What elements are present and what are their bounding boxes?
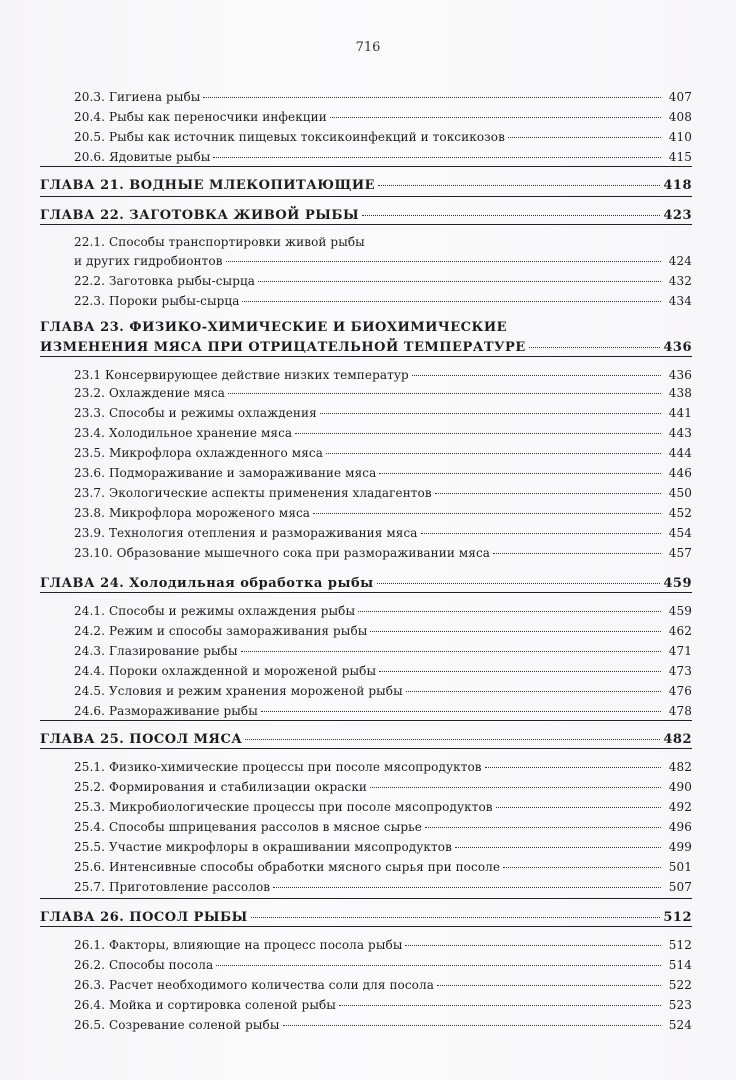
dot-leader bbox=[493, 541, 661, 554]
toc-entry-title: 25.7. Приготовление рассолов bbox=[74, 880, 271, 894]
page-number: 716 bbox=[355, 40, 381, 55]
toc-entry-title: 23.1 Консервирующее действие низких температур bbox=[74, 368, 409, 382]
toc-page-number: 407 bbox=[668, 90, 692, 104]
toc-page-number: 408 bbox=[668, 110, 692, 124]
dot-leader bbox=[496, 795, 661, 808]
toc-chapter bbox=[40, 176, 692, 194]
dot-leader bbox=[216, 953, 661, 966]
toc-entry bbox=[74, 858, 692, 875]
dot-leader bbox=[421, 521, 661, 534]
section-divider bbox=[40, 166, 692, 167]
toc-entry bbox=[74, 878, 692, 895]
dot-leader bbox=[437, 973, 661, 986]
dot-leader bbox=[379, 461, 661, 474]
toc-entry bbox=[74, 818, 692, 835]
toc-chapter bbox=[40, 908, 692, 926]
toc-page-number: 478 bbox=[668, 704, 692, 718]
dot-leader bbox=[326, 441, 661, 454]
toc-page-number: 473 bbox=[668, 664, 692, 678]
toc-entry bbox=[74, 976, 692, 993]
toc-page-number: 446 bbox=[668, 466, 692, 480]
toc-entry-title: 23.6. Подмораживание и замораживание мяса bbox=[74, 466, 377, 480]
toc-entry bbox=[74, 292, 692, 309]
toc-entry bbox=[74, 798, 692, 815]
toc-entry bbox=[74, 108, 692, 125]
toc-page-number: 434 bbox=[668, 294, 692, 308]
toc-entry bbox=[74, 702, 692, 719]
toc-entry-title: ГЛАВА 25. ПОСОЛ МЯСА bbox=[40, 732, 243, 747]
toc-page-number: 462 bbox=[668, 624, 692, 638]
dot-leader bbox=[295, 421, 661, 434]
toc-page-number: 424 bbox=[668, 254, 692, 268]
toc-entry bbox=[74, 1016, 692, 1033]
toc-entry-title: ГЛАВА 21. ВОДНЫЕ МЛЕКОПИТАЮЩИЕ bbox=[40, 178, 376, 193]
toc-entry bbox=[74, 252, 692, 269]
dot-leader bbox=[313, 501, 661, 514]
toc-entry-title: 23.2. Охлаждение мяса bbox=[74, 386, 226, 400]
toc-entry-title: 23.3. Способы и режимы охлаждения bbox=[74, 406, 317, 420]
toc-page-number: 459 bbox=[663, 576, 692, 591]
dot-leader bbox=[261, 699, 661, 712]
toc-entry-title: ИЗМЕНЕНИЯ МЯСА ПРИ ОТРИЦАТЕЛЬНОЙ ТЕМПЕРАТУРЕ bbox=[40, 340, 526, 355]
toc-entry bbox=[74, 758, 692, 775]
section-divider bbox=[40, 224, 692, 225]
dot-leader bbox=[379, 659, 661, 672]
section-divider bbox=[40, 926, 692, 927]
toc-entry bbox=[74, 404, 692, 421]
section-divider bbox=[40, 748, 692, 749]
toc-entry-title: 25.1. Физико-химические процессы при посоле мясопродуктов bbox=[74, 760, 482, 774]
toc-page-number: 471 bbox=[668, 644, 692, 658]
toc-entry bbox=[74, 682, 692, 699]
toc-page-number: 415 bbox=[668, 150, 692, 164]
toc-entry-title: 20.5. Рыбы как источник пищевых токсикоинфекций и токсикозов bbox=[74, 130, 505, 144]
dot-leader bbox=[245, 727, 660, 740]
dot-leader bbox=[362, 203, 660, 216]
section-divider bbox=[40, 592, 692, 593]
toc-page-number: 452 bbox=[668, 506, 692, 520]
dot-leader bbox=[320, 401, 661, 414]
toc-page-number: 457 bbox=[668, 546, 692, 560]
dot-leader bbox=[370, 775, 661, 788]
toc-entry bbox=[74, 622, 692, 639]
toc-entry-title: 25.6. Интенсивные способы обработки мясного сырья при посоле bbox=[74, 860, 501, 874]
toc-entry bbox=[74, 464, 692, 481]
toc-page-number: 501 bbox=[668, 860, 692, 874]
dot-leader bbox=[503, 855, 661, 868]
toc-entry-title: 23.4. Холодильное хранение мяса bbox=[74, 426, 293, 440]
toc-entry bbox=[74, 956, 692, 973]
toc-page-number: 436 bbox=[668, 368, 692, 382]
dot-leader bbox=[283, 1013, 661, 1026]
toc-entry bbox=[74, 128, 692, 145]
toc-page-number: 514 bbox=[668, 958, 692, 972]
toc-entry-title: 25.4. Способы шприцевания рассолов в мясное сырье bbox=[74, 820, 422, 834]
dot-leader bbox=[258, 269, 661, 282]
toc-page-number: 432 bbox=[668, 274, 692, 288]
dot-leader bbox=[405, 933, 661, 946]
toc-chapter bbox=[40, 730, 692, 748]
toc-page-number: 523 bbox=[668, 998, 692, 1012]
toc-entry-title: ГЛАВА 26. ПОСОЛ РЫБЫ bbox=[40, 910, 248, 925]
toc-chapter bbox=[40, 338, 692, 356]
toc-entry bbox=[74, 148, 692, 165]
toc-entry-title: 24.3. Глазирование рыбы bbox=[74, 644, 238, 658]
toc-page-number: 450 bbox=[668, 486, 692, 500]
dot-leader bbox=[242, 289, 661, 302]
toc-entry-title: 26.4. Мойка и сортировка соленой рыбы bbox=[74, 998, 336, 1012]
toc-entry-title: 26.3. Расчет необходимого количества соли для посола bbox=[74, 978, 434, 992]
dot-leader bbox=[412, 363, 661, 376]
toc-page-number: 512 bbox=[663, 910, 692, 925]
toc-entry-title: 23.9. Технология отепления и размораживания мяса bbox=[74, 526, 418, 540]
dot-leader bbox=[228, 381, 661, 394]
toc-page-number: 418 bbox=[663, 178, 692, 193]
toc-entry-title: 22.3. Пороки рыбы-сырца bbox=[74, 294, 240, 308]
dot-leader bbox=[251, 905, 661, 918]
toc-page-number: 410 bbox=[668, 130, 692, 144]
toc-entry-title: 24.1. Способы и режимы охлаждения рыбы bbox=[74, 604, 356, 618]
dot-leader bbox=[508, 125, 661, 138]
dot-leader bbox=[339, 993, 661, 1006]
toc-chapter bbox=[40, 574, 692, 592]
toc-entry bbox=[74, 444, 692, 461]
toc-entry-title: 20.6. Ядовитые рыбы bbox=[74, 150, 211, 164]
toc-page-number: 454 bbox=[668, 526, 692, 540]
section-divider bbox=[40, 356, 692, 357]
toc-page-number: 476 bbox=[668, 684, 692, 698]
section-divider bbox=[40, 898, 692, 899]
toc-entry bbox=[74, 838, 692, 855]
toc-page-number: 507 bbox=[668, 880, 692, 894]
dot-leader bbox=[273, 875, 661, 888]
toc-entry bbox=[74, 504, 692, 521]
dot-leader bbox=[241, 639, 661, 652]
toc-entry-title: 25.2. Формирования и стабилизации окраски bbox=[74, 780, 368, 794]
toc-entry bbox=[74, 996, 692, 1013]
toc-entry-title: 20.4. Рыбы как переносчики инфекции bbox=[74, 110, 327, 124]
toc-chapter bbox=[40, 320, 692, 336]
dot-leader bbox=[529, 335, 661, 348]
toc-entry-title: ГЛАВА 22. ЗАГОТОВКА ЖИВОЙ РЫБЫ bbox=[40, 208, 360, 223]
toc-entry bbox=[74, 602, 692, 619]
toc-entry-title: 26.1. Факторы, влияющие на процесс посола рыбы bbox=[74, 938, 403, 952]
toc-page-number: 499 bbox=[668, 840, 692, 854]
toc-page-number: 490 bbox=[668, 780, 692, 794]
toc-chapter bbox=[40, 206, 692, 224]
toc-page-number: 492 bbox=[668, 800, 692, 814]
toc-page-number: 524 bbox=[668, 1018, 692, 1032]
toc-entry bbox=[74, 88, 692, 105]
toc-page-number: 459 bbox=[668, 604, 692, 618]
toc-entry-title: 23.5. Микрофлора охлажденного мяса bbox=[74, 446, 323, 460]
toc-entry-title: 26.5. Созревание соленой рыбы bbox=[74, 1018, 280, 1032]
toc-page-number: 423 bbox=[663, 208, 692, 223]
dot-leader bbox=[370, 619, 661, 632]
toc-entry-title: 23.7. Экологические аспекты применения хладагентов bbox=[74, 486, 432, 500]
toc-entry bbox=[74, 384, 692, 401]
dot-leader bbox=[377, 571, 661, 584]
toc-entry-title: 24.6. Размораживание рыбы bbox=[74, 704, 258, 718]
dot-leader bbox=[485, 755, 661, 768]
toc-entry-title: 24.4. Пороки охлажденной и мороженой рыбы bbox=[74, 664, 377, 678]
section-divider bbox=[40, 196, 692, 197]
toc-page-number: 496 bbox=[668, 820, 692, 834]
dot-leader bbox=[330, 105, 661, 118]
toc-entry-title: и других гидробионтов bbox=[74, 254, 223, 268]
toc-page-number: 522 bbox=[668, 978, 692, 992]
toc-entry-title: 25.3. Микробиологические процессы при посоле мясопродуктов bbox=[74, 800, 493, 814]
toc-entry-title: 23.10. Образование мышечного сока при размораживании мяса bbox=[74, 546, 491, 560]
toc-entry-title: 24.5. Условия и режим хранения мороженой рыбы bbox=[74, 684, 403, 698]
dot-leader bbox=[226, 249, 661, 262]
section-divider bbox=[40, 720, 692, 721]
toc-entry-title: ГЛАВА 24. Холодильная обработка рыбы bbox=[40, 576, 374, 591]
dot-leader bbox=[203, 85, 661, 98]
dot-leader bbox=[406, 679, 661, 692]
toc-entry-title: 23.8. Микрофлора мороженого мяса bbox=[74, 506, 311, 520]
toc-page-number: 482 bbox=[663, 732, 692, 747]
toc-entry bbox=[74, 662, 692, 679]
dot-leader bbox=[378, 173, 660, 186]
toc-entry bbox=[74, 484, 692, 501]
dot-leader bbox=[455, 835, 661, 848]
dot-leader bbox=[213, 145, 661, 158]
toc-entry-title: 20.3. Гигиена рыбы bbox=[74, 90, 201, 104]
toc-entry bbox=[74, 272, 692, 289]
dot-leader bbox=[358, 599, 661, 612]
toc-entry bbox=[74, 778, 692, 795]
toc-entry bbox=[74, 642, 692, 659]
toc-page-number: 436 bbox=[663, 340, 692, 355]
toc-entry bbox=[74, 234, 692, 250]
toc-entry-title: 24.2. Режим и способы замораживания рыбы bbox=[74, 624, 368, 638]
toc-page-number: 441 bbox=[668, 406, 692, 420]
toc-entry bbox=[74, 424, 692, 441]
toc-entry-title: 22.2. Заготовка рыбы-сырца bbox=[74, 274, 256, 288]
toc-page-number: 512 bbox=[668, 938, 692, 952]
toc-page-number: 443 bbox=[668, 426, 692, 440]
toc-entry bbox=[74, 524, 692, 541]
toc-entry bbox=[74, 544, 692, 561]
toc-entry-title: 22.1. Способы транспортировки живой рыбы bbox=[74, 235, 365, 249]
toc-entry-title: 25.5. Участие микрофлоры в окрашивании мясопродуктов bbox=[74, 840, 452, 854]
dot-leader bbox=[435, 481, 661, 494]
toc-entry-title: ГЛАВА 23. ФИЗИКО-ХИМИЧЕСКИЕ И БИОХИМИЧЕСКИЕ bbox=[40, 320, 508, 335]
toc-entry-title: 26.2. Способы посола bbox=[74, 958, 214, 972]
toc-page-number: 438 bbox=[668, 386, 692, 400]
dot-leader bbox=[425, 815, 661, 828]
toc-page-number: 482 bbox=[668, 760, 692, 774]
toc-entry bbox=[74, 936, 692, 953]
toc-page-number: 444 bbox=[668, 446, 692, 460]
